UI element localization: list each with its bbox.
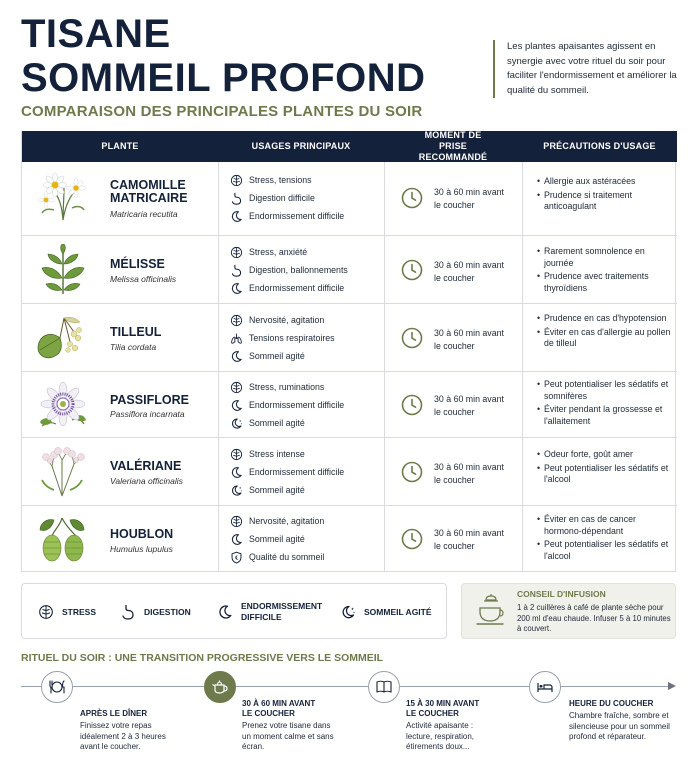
legend-item-digestion xyxy=(120,584,191,640)
plant-name: VALÉRIANE xyxy=(110,459,182,473)
tip-text: 1 à 2 cuillères à café de plante sèche pour 200 ml d'eau chaude. Infuser 5 à 10 minutes à couvert. xyxy=(517,603,671,633)
moon-icon xyxy=(230,533,243,546)
brain-icon xyxy=(38,604,54,620)
usage-text: Stress, tensions xyxy=(249,175,312,185)
table-row-valeriane xyxy=(22,438,677,506)
column-header-plante: PLANTE xyxy=(101,141,139,151)
stomach-icon xyxy=(230,192,243,205)
lemon-balm-illustration xyxy=(34,244,92,296)
precaution-item: • Éviter pendant la grossesse et l'allaitement xyxy=(537,404,672,427)
usage-text: Stress intense xyxy=(249,449,305,459)
plant-name: PASSIFLORE xyxy=(110,393,189,407)
step-text-4: Chambre fraîche, sombre et silencieuse pour un sommeil profond et réparateur. xyxy=(569,711,670,741)
clock-icon xyxy=(401,461,423,483)
legend-item-stress xyxy=(38,584,96,640)
timeline-arrow xyxy=(668,682,676,690)
moment-text: 30 à 60 min avant le coucher xyxy=(434,462,504,485)
legend-item-endormissement xyxy=(217,584,327,640)
moon-icon xyxy=(230,350,243,363)
moon-icon xyxy=(217,604,233,620)
moon-icon xyxy=(230,399,243,412)
precaution-item: • Prudence si traitement anticoagulant xyxy=(537,190,672,213)
step-title-3: 15 À 30 MIN AVANT LE COUCHER xyxy=(406,699,480,718)
usage-text: Digestion difficile xyxy=(249,193,315,203)
step-icon-reading xyxy=(368,671,400,703)
table-row-passiflore xyxy=(22,372,677,438)
plate-cutlery-icon xyxy=(48,678,66,696)
precaution-item: • Peut potentialiser les sédatifs et l'alcool xyxy=(537,539,672,562)
chamomile-illustration xyxy=(34,170,92,222)
lungs-icon xyxy=(230,332,243,345)
moon-icon xyxy=(230,282,243,295)
brain-icon xyxy=(230,381,243,394)
clock-icon xyxy=(401,327,423,349)
usage-text: Stress, ruminations xyxy=(249,382,325,392)
moment-text: 30 à 60 min avant le coucher xyxy=(434,394,504,417)
legend-label: SOMMEIL AGITÉ xyxy=(364,606,432,617)
column-header-precautions: PRÉCAUTIONS D'USAGE xyxy=(543,141,656,151)
precautions-list xyxy=(537,313,672,352)
step-text-1: Finissez votre repas idéalement 2 à 3 heures avant le coucher. xyxy=(80,721,166,751)
usage-text: Endormissement difficile xyxy=(249,211,345,221)
brain-icon xyxy=(230,448,243,461)
usage-text: Sommeil agité xyxy=(249,534,305,544)
table-header xyxy=(22,131,677,162)
precaution-item: • Éviter en cas de cancer hormono-dépendant xyxy=(537,514,672,537)
table-row-camomille xyxy=(22,162,677,236)
precaution-item: • Prudence avec traitements thyroïdiens xyxy=(537,271,672,294)
step-text-2: Prenez votre tisane dans un moment calme et sans écran. xyxy=(242,721,334,751)
step-icon-tea xyxy=(204,671,236,703)
plant-name: HOUBLON xyxy=(110,527,174,541)
passionflower-illustration xyxy=(34,380,92,432)
precaution-item: • Odeur forte, goût amer xyxy=(537,449,672,461)
ritual-title: RITUEL DU SOIR : UNE TRANSITION PROGRESSIVE VERS LE SOMMEIL xyxy=(21,652,384,664)
usage-text: Nervosité, agitation xyxy=(249,516,325,526)
tip-title: CONSEIL D'INFUSION xyxy=(517,589,606,599)
precaution-item: • Rarement somnolence en journée xyxy=(537,246,672,269)
clock-icon xyxy=(401,187,423,209)
precautions-list xyxy=(537,176,672,215)
plant-name: CAMOMILLE MATRICAIRE xyxy=(110,178,188,205)
brain-icon xyxy=(230,314,243,327)
step-title-4: HEURE DU COUCHER xyxy=(569,699,654,708)
usage-text: Sommeil agité xyxy=(249,351,305,361)
moon-stars-icon xyxy=(230,417,243,430)
legend-label: DIGESTION xyxy=(144,606,191,617)
legend-item-sommeil-agite xyxy=(340,584,432,640)
intro-text: Les plantes apaisantes agissent en synergie avec votre rituel du soir pour faciliter l'endormissement et améliorer la qualité du sommeil. xyxy=(493,40,683,98)
valerian-illustration xyxy=(34,446,92,498)
teapot-icon xyxy=(211,678,229,696)
moment-text: 30 à 60 min avant le coucher xyxy=(434,528,504,551)
clock-icon xyxy=(401,394,423,416)
book-icon xyxy=(375,678,393,696)
legend-label: STRESS xyxy=(62,606,97,617)
moon-icon xyxy=(230,466,243,479)
plant-latin-name: Humulus lupulus xyxy=(110,544,173,554)
timeline-line xyxy=(21,686,671,687)
teacup-icon xyxy=(476,594,506,628)
step-icon-bedtime xyxy=(529,671,561,703)
step-title-2: 30 À 60 MIN AVANT LE COUCHER xyxy=(242,699,316,718)
usage-text: Sommeil agité xyxy=(249,485,305,495)
stomach-icon xyxy=(230,264,243,277)
page-subtitle: COMPARAISON DES PRINCIPALES PLANTES DU SOIR xyxy=(21,103,423,120)
step-text-3: Activité apaisante : lecture, respiration, étirements doux... xyxy=(406,721,475,751)
hops-illustration xyxy=(34,514,92,566)
precautions-list xyxy=(537,379,672,429)
moon-stars-icon xyxy=(230,484,243,497)
usage-text: Endormissement difficile xyxy=(249,467,345,477)
step-title-1: APRÈS LE DÎNER xyxy=(80,709,148,718)
plant-latin-name: Melissa officinalis xyxy=(110,274,177,284)
plant-latin-name: Passiflora incarnata xyxy=(110,409,185,419)
precaution-item: • Éviter en cas d'allergie au pollen de tilleul xyxy=(537,327,672,350)
table-row-tilleul xyxy=(22,304,677,372)
plant-latin-name: Matricaria recutita xyxy=(110,209,178,219)
plant-latin-name: Tilia cordata xyxy=(110,342,157,352)
precaution-item: • Peut potentialiser les sédatifs et somnifères xyxy=(537,379,672,402)
moment-text: 30 à 60 min avant le coucher xyxy=(434,328,504,351)
precautions-list xyxy=(537,514,672,564)
brain-icon xyxy=(230,515,243,528)
title-line-2: SOMMEIL PROFOND xyxy=(21,56,426,100)
precaution-item: • Peut potentialiser les sédatifs et l'alcool xyxy=(537,463,672,486)
usage-text: Endormissement difficile xyxy=(249,283,345,293)
moment-text: 30 à 60 min avant le coucher xyxy=(434,187,504,210)
stomach-icon xyxy=(120,604,136,620)
legend-label: ENDORMISSEMENT DIFFICILE xyxy=(241,601,323,622)
usage-text: Qualité du sommeil xyxy=(249,552,325,562)
plant-latin-name: Valeriana officinalis xyxy=(110,476,183,486)
moon-stars-icon xyxy=(340,604,356,620)
brain-icon xyxy=(230,174,243,187)
table-row-houblon xyxy=(22,506,677,572)
step-icon-dinner xyxy=(41,671,73,703)
plant-name: MÉLISSE xyxy=(110,257,165,271)
linden-illustration xyxy=(34,312,92,364)
brain-icon xyxy=(230,246,243,259)
column-header-usages: USAGES PRINCIPAUX xyxy=(251,141,351,151)
table-row-melisse xyxy=(22,236,677,304)
title-line-1: TISANE xyxy=(21,12,171,56)
infusion-tip-box xyxy=(461,583,676,639)
column-header-moment: MOMENT DE PRISE RECOMMANDÉ xyxy=(418,130,488,162)
usage-text: Sommeil agité xyxy=(249,418,305,428)
precautions-list xyxy=(537,449,672,488)
page-title xyxy=(21,12,426,100)
icon-legend xyxy=(21,583,447,639)
usage-text: Digestion, ballonnements xyxy=(249,265,348,275)
clock-icon xyxy=(401,528,423,550)
bed-icon xyxy=(536,678,554,696)
precaution-item: • Allergie aux astéracées xyxy=(537,176,672,188)
moment-text: 30 à 60 min avant le coucher xyxy=(434,260,504,283)
precautions-list xyxy=(537,246,672,296)
shield-icon xyxy=(230,551,243,564)
moon-icon xyxy=(230,210,243,223)
usage-text: Endormissement difficile xyxy=(249,400,345,410)
usage-text: Stress, anxiété xyxy=(249,247,308,257)
usage-text: Nervosité, agitation xyxy=(249,315,325,325)
usage-text: Tensions respiratoires xyxy=(249,333,335,343)
clock-icon xyxy=(401,259,423,281)
plants-table xyxy=(21,131,676,572)
plant-name: TILLEUL xyxy=(110,325,162,339)
precaution-item: • Prudence en cas d'hypotension xyxy=(537,313,672,325)
